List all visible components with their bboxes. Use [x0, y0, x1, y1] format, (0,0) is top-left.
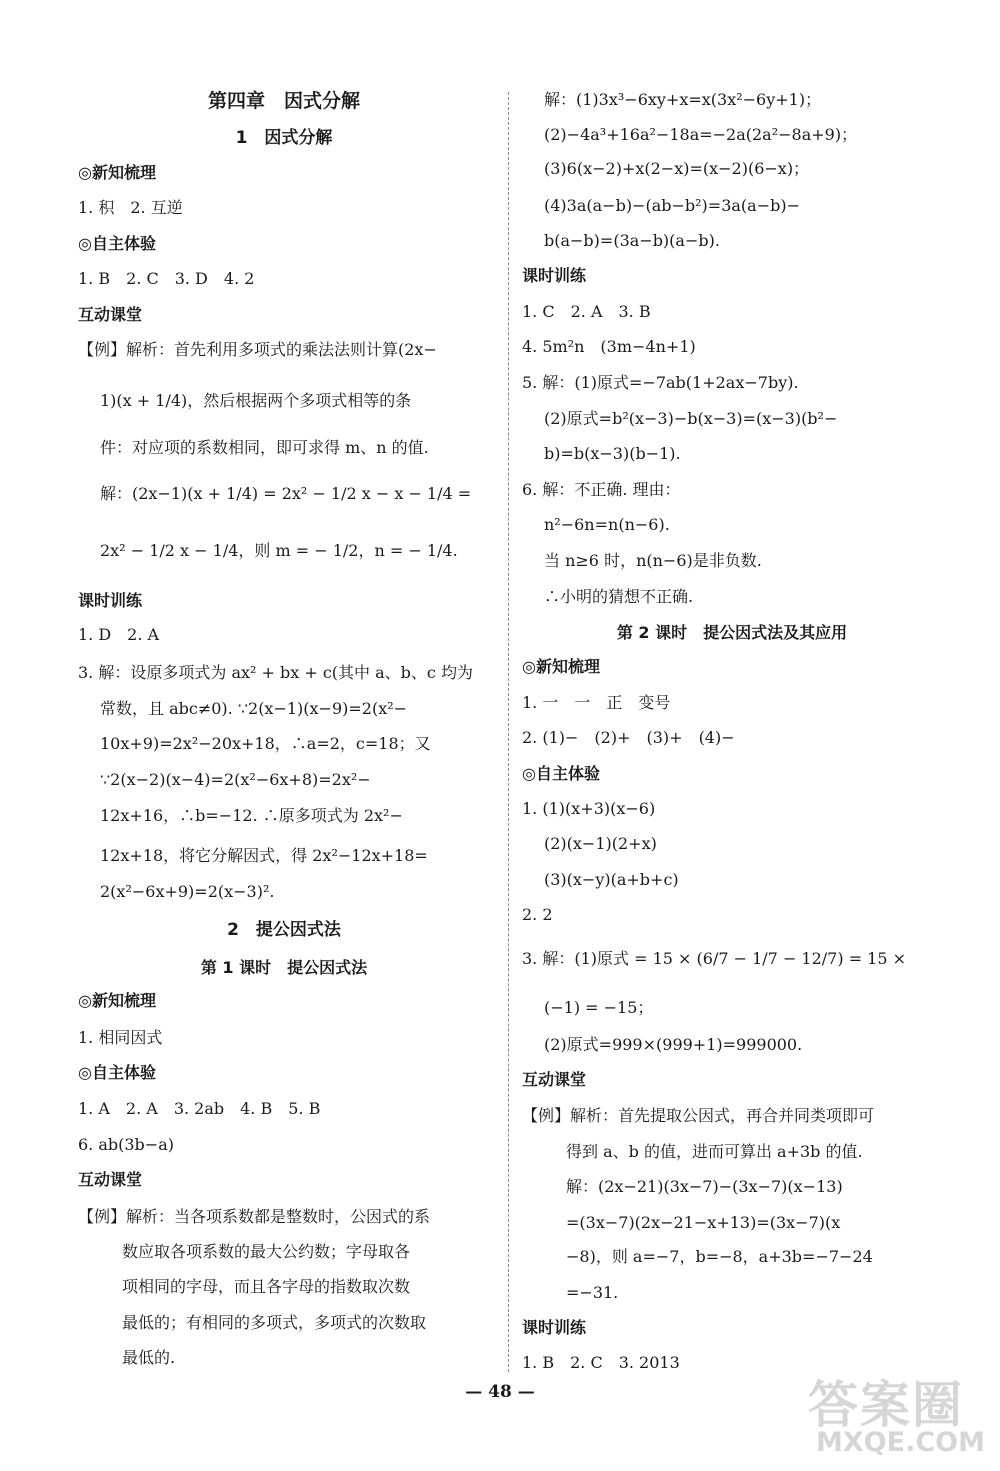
- page-number: — 48 —: [465, 1382, 535, 1402]
- answer-line: 最低的；有相同的多项式，多项式的次数取: [122, 1313, 427, 1332]
- section-heading: ◎新知梳理: [78, 163, 156, 182]
- answer-line: n²−6n=n(n−6).: [544, 515, 670, 534]
- answer-line: 4. 5m²n (3m−4n+1): [522, 337, 696, 356]
- answer-line: b)=b(x−3)(b−1).: [544, 444, 681, 463]
- answer-line: 解：(1)3x³−6xy+x=x(3x²−6y+1)；: [544, 90, 822, 109]
- answer-line: 1. (1)(x+3)(x−6): [522, 799, 656, 818]
- answer-line: b(a−b)=(3a−b)(a−b).: [544, 231, 720, 250]
- watermark-text: 答案圈: [808, 1376, 964, 1434]
- answer-line: =−31.: [566, 1283, 619, 1302]
- answer-line: 5. 解：(1)原式=−7ab(1+2ax−7by).: [522, 373, 799, 392]
- answer-line: 解：(2x−21)(3x−7)−(3x−7)(x−13): [566, 1177, 843, 1196]
- answer-line: 10x+9)=2x²−20x+18，∴a=2，c=18；又: [100, 734, 431, 753]
- answer-line: 项相同的字母，而且各字母的指数取次数: [122, 1277, 411, 1296]
- answer-line: (−1) = −15；: [544, 998, 654, 1017]
- section-heading: ◎新知梳理: [78, 991, 156, 1010]
- heading: 1 因式分解: [235, 128, 333, 148]
- answer-line: 2(x²−6x+9)=2(x−3)².: [100, 882, 275, 901]
- answer-line: 1. B 2. C 3. 2013: [522, 1353, 680, 1372]
- section-heading: 互动课堂: [522, 1070, 587, 1089]
- answer-line: −8)，则 a=−7，b=−8，a+3b=−7−24: [566, 1247, 873, 1266]
- section-heading: ◎自主体验: [522, 764, 600, 783]
- column-divider: [508, 92, 509, 1372]
- section-heading: 互动课堂: [78, 1170, 143, 1189]
- answer-line: 1. 一 一 正 变号: [522, 693, 671, 712]
- answer-line: 解：(2x−1)(x + 1/4) = 2x² − 1/2 x − x − 1/4 =: [100, 484, 472, 503]
- answer-line: 最低的.: [122, 1348, 176, 1367]
- answer-line: 1. 积 2. 互逆: [78, 198, 183, 217]
- answer-line: 6. 解：不正确. 理由：: [522, 480, 681, 499]
- answer-line: 2. (1)− (2)+ (3)+ (4)−: [522, 728, 735, 747]
- watermark-logo: [800, 1365, 990, 1465]
- answer-line: 【例】解析：当各项系数都是整数时，公因式的系: [78, 1207, 431, 1226]
- answer-line: 1. A 2. A 3. 2ab 4. B 5. B: [78, 1099, 321, 1118]
- answer-line: 1. B 2. C 3. D 4. 2: [78, 269, 255, 288]
- answer-line: ∴小明的猜想不正确.: [544, 587, 694, 606]
- answer-line: (3)(x−y)(a+b+c): [544, 870, 679, 889]
- answer-line: 1. 相同因式: [78, 1028, 163, 1047]
- answer-line: (4)3a(a−b)−(ab−b²)=3a(a−b)−: [544, 196, 800, 215]
- answer-line: (3)6(x−2)+x(2−x)=(x−2)(6−x)；: [544, 159, 810, 178]
- section-heading: ◎自主体验: [78, 1063, 156, 1082]
- answer-line: 件：对应项的系数相同，即可求得 m、n 的值.: [100, 438, 429, 457]
- answer-line: 2. 2: [522, 905, 553, 924]
- answer-line: (2)原式=b²(x−3)−b(x−3)=(x−3)(b²−: [544, 409, 838, 428]
- answer-line: 6. ab(3b−a): [78, 1135, 174, 1154]
- answer-line: 2x² − 1/2 x − 1/4，则 m = − 1/2，n = − 1/4.: [100, 541, 458, 560]
- watermark-url: MXQE.COM: [816, 1427, 985, 1458]
- answer-line: 当 n≥6 时，n(n−6)是非负数.: [544, 551, 762, 570]
- answer-line: ∵2(x−2)(x−4)=2(x²−6x+8)=2x²−: [100, 770, 371, 789]
- answer-line: 1. D 2. A: [78, 625, 160, 644]
- section-heading: ◎新知梳理: [522, 657, 600, 676]
- heading: 2 提公因式法: [227, 920, 341, 940]
- answer-line: 3. 解：设原多项式为 ax² + bx + c(其中 a、b、c 均为: [78, 663, 473, 682]
- heading: 第 1 课时 提公因式法: [200, 958, 368, 977]
- answer-line: 常数，且 abc≠0). ∵2(x−1)(x−9)=2(x²−: [100, 699, 408, 718]
- answer-line: (2)(x−1)(2+x): [544, 834, 657, 853]
- answer-line: (2)−4a³+16a²−18a=−2a(2a²−8a+9)；: [544, 125, 858, 144]
- answer-line: 【例】解析：首先提取公因式，再合并同类项即可: [522, 1106, 875, 1125]
- answer-line: (2)原式=999×(999+1)=999000.: [544, 1035, 803, 1054]
- section-heading: ◎自主体验: [78, 234, 156, 253]
- answer-line: 1)(x + 1/4)，然后根据两个多项式相等的条: [100, 391, 412, 410]
- section-heading: 课时训练: [522, 266, 587, 285]
- answer-line: 3. 解：(1)原式 = 15 × (6/7 − 1/7 − 12/7) = 15 ×: [522, 949, 907, 968]
- section-heading: 课时训练: [78, 591, 143, 610]
- heading: 第四章 因式分解: [207, 90, 360, 112]
- section-heading: 课时训练: [522, 1318, 587, 1337]
- answer-line: 12x+16，∴b=−12. ∴原多项式为 2x²−: [100, 806, 403, 825]
- answer-line: =(3x−7)(2x−21−x+13)=(3x−7)(x: [566, 1213, 841, 1232]
- section-heading: 互动课堂: [78, 305, 143, 324]
- answer-line: 1. C 2. A 3. B: [522, 302, 651, 321]
- answer-line: 12x+18，将它分解因式，得 2x²−12x+18=: [100, 846, 428, 865]
- heading: 第 2 课时 提公因式法及其应用: [616, 623, 848, 642]
- answer-line: 【例】解析：首先利用多项式的乘法法则计算(2x−: [78, 340, 437, 359]
- answer-line: 数应取各项系数的最大公约数；字母取各: [122, 1242, 411, 1261]
- answer-line: 得到 a、b 的值，进而可算出 a+3b 的值.: [566, 1142, 863, 1161]
